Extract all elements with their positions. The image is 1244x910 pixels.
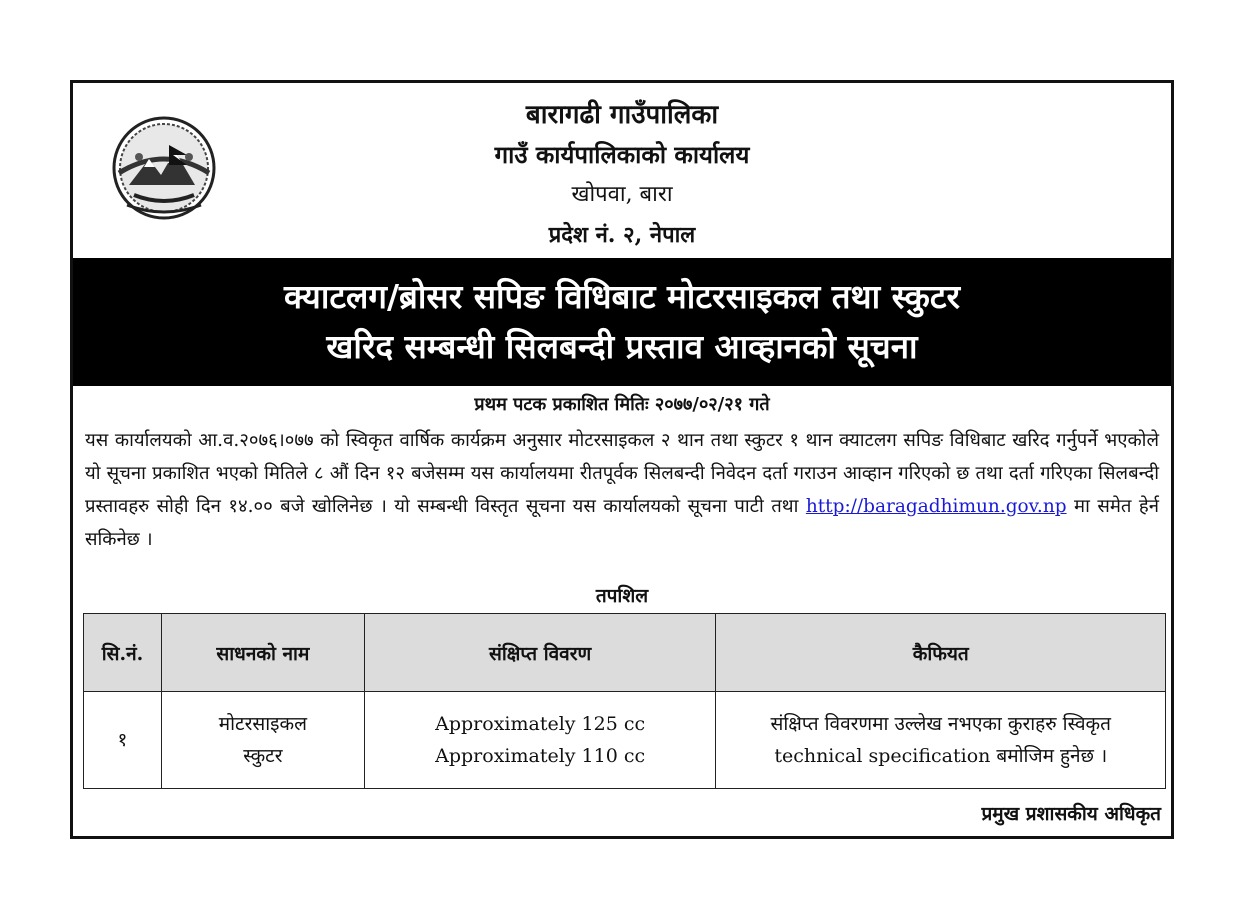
- notice-frame: [70, 80, 1174, 839]
- office-name: गाउँ कार्यपालिकाको कार्यालय: [494, 140, 750, 169]
- item-scooter: स्कुटर: [243, 745, 283, 767]
- notice-title-line1: क्याटलग/ब्रोसर सपिङ विधिबाट मोटरसाइकल तथा स्कुटर: [284, 277, 960, 316]
- signature-title: प्रमुख प्रशासकीय अधिकृत: [981, 803, 1161, 825]
- table-header-row: [84, 614, 1166, 692]
- item-motorcycle: मोटरसाइकल: [218, 713, 307, 735]
- cell-sn: १: [84, 692, 162, 789]
- province-line: प्रदेश नं. २, नेपाल: [548, 222, 696, 248]
- cell-remarks: [716, 692, 1166, 789]
- notice-body-part1: यस कार्यालयको आ.व.२०७६।०७७ को स्विकृत वार्षिक कार्यक्रम अनुसार मोटरसाइकल २ थान तथा स्कुटर १ थान क्याटलग सपिङ विधिबाट खरिद गर्नुपर्ने भएकोले यो सूचना प्रकाशित भएको मितिले ८ औं दिन १२ बजेसम्म यस कार्यालयमा रीतपूर्वक सिलबन्दी निवेदन दर्ता गराउन आव्हान गरिएको छ तथा दर्ता गरिएका सिलबन्दी प्रस्तावहरु सोही दिन १४.०० बजे खोलिनेछ । यो सम्बन्धी विस्तृत सूचना यस कार्यालयको सूचना पाटी तथा: [85, 430, 1159, 517]
- notice-title-line2: खरिद सम्बन्धी सिलबन्दी प्रस्ताव आव्हानको सूचना: [326, 327, 918, 366]
- desc-motorcycle: Approximately 125 cc: [435, 713, 646, 735]
- notice-title-banner: [73, 258, 1171, 386]
- remarks-line2: technical specification बमोजिम हुनेछ ।: [774, 745, 1108, 767]
- remarks-line1: संक्षिप्त विवरणमा उल्लेख नभएका कुराहरु स्विकृत: [770, 713, 1111, 735]
- office-header: [73, 83, 1171, 258]
- column-header-remarks: कैफियत: [716, 614, 1166, 692]
- column-header-description: संक्षिप्त विवरण: [364, 614, 716, 692]
- cell-description: [364, 692, 716, 789]
- notice-body: [85, 424, 1159, 556]
- column-header-sn: सि.नं.: [84, 614, 162, 692]
- website-link[interactable]: http://baragadhimun.gov.np: [805, 496, 1067, 517]
- publication-date: प्रथम पटक प्रकाशित मितिः २०७७/०२/२१ गते: [474, 394, 770, 415]
- schedule-table: [83, 613, 1166, 789]
- desc-scooter: Approximately 110 cc: [435, 745, 646, 767]
- column-header-item-name: साधनको नाम: [161, 614, 364, 692]
- municipality-name: बारागढी गाउँपालिका: [525, 100, 719, 130]
- notice-body-part2: मा समेत हेर्न सकिनेछ ।: [85, 496, 1159, 550]
- office-address: खोपवा, बारा: [571, 182, 673, 207]
- schedule-title: तपशिल: [595, 585, 649, 607]
- table-row: [84, 692, 1166, 789]
- cell-item-name: [161, 692, 364, 789]
